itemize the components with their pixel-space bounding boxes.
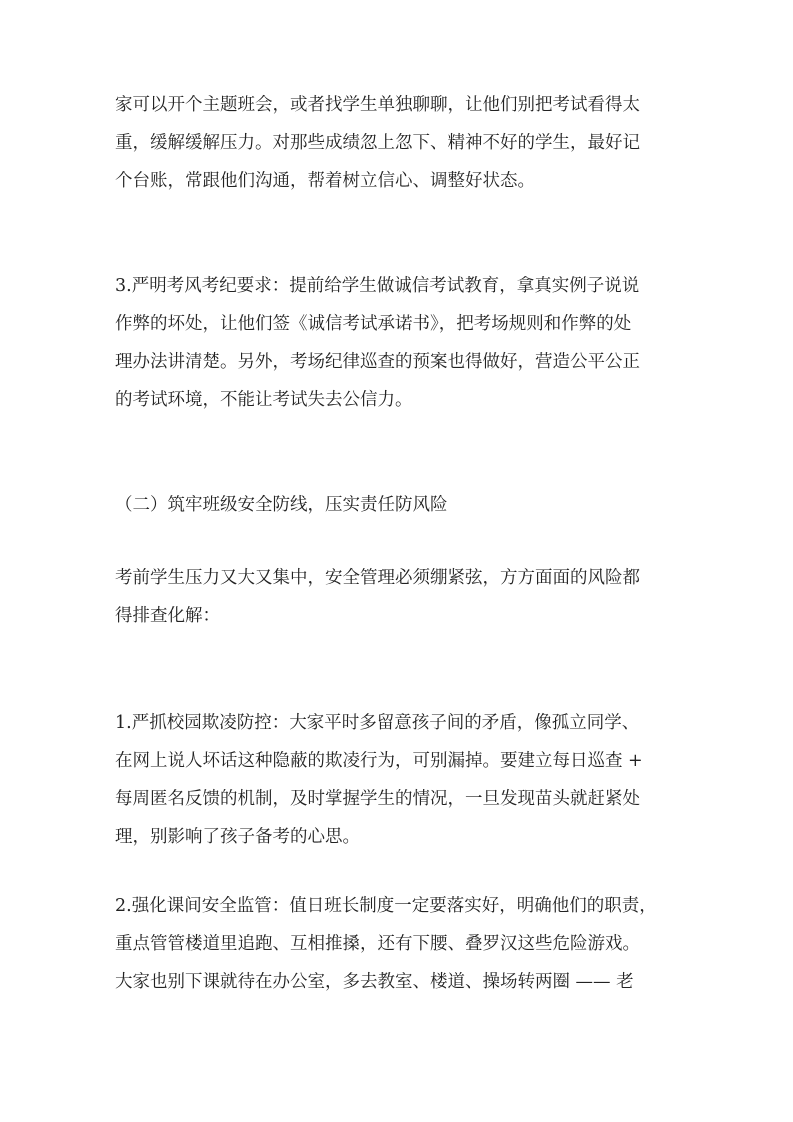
text-line: 大家也别下课就待在办公室，多去教室、楼道、操场转两圈 —— 老 <box>115 972 634 992</box>
text-line: 在网上说人坏话这种隐蔽的欺凌行为，可别漏掉。要建立每日巡查 + <box>115 751 643 771</box>
text-line: 个台账，常跟他们沟通，帮着树立信心、调整好状态。 <box>115 171 535 191</box>
paragraph-2 <box>115 267 681 419</box>
paragraph-5 <box>115 887 681 1001</box>
text-line: 1.严抓校园欺凌防控：大家平时多留意孩子间的矛盾，像孤立同学、 <box>115 713 640 733</box>
text-line: 考前学生压力又大又集中，安全管理必须绷紧弦，方方面面的风险都 <box>115 568 640 588</box>
paragraph-3 <box>115 559 681 635</box>
section-heading: （二）筑牢班级安全防线，压实责任防风险 <box>115 495 448 515</box>
text-line: 每周匿名反馈的机制，及时掌握学生的情况，一旦发现苗头就赶紧处 <box>115 789 640 809</box>
text-line: 3.严明考风考纪要求：提前给学生做诚信考试教育，拿真实例子说说 <box>115 276 640 296</box>
text-line: 作弊的坏处，让他们签《诚信考试承诺书》，把考场规则和作弊的处 <box>115 314 632 334</box>
paragraph-1 <box>115 86 681 200</box>
paragraph-4 <box>115 704 681 856</box>
text-line: 家可以开个主题班会，或者找学生单独聊聊，让他们别把考试看得太 <box>115 95 640 115</box>
text-line: 理，别影响了孩子备考的心思。 <box>115 827 360 847</box>
text-line: 重点管管楼道里追跑、互相推搡，还有下腰、叠罗汉这些危险游戏。 <box>115 934 640 954</box>
text-line: 重，缓解缓解压力。对那些成绩忽上忽下、精神不好的学生，最好记 <box>115 133 640 153</box>
text-line: 理办法讲清楚。另外，考场纪律巡查的预案也得做好，营造公平公正 <box>115 352 640 372</box>
text-line: 2.强化课间安全监管：值日班长制度一定要落实好，明确他们的职责， <box>115 896 657 916</box>
text-line: 得排查化解： <box>115 606 220 626</box>
text-line: 的考试环境，不能让考试失去公信力。 <box>115 390 413 410</box>
